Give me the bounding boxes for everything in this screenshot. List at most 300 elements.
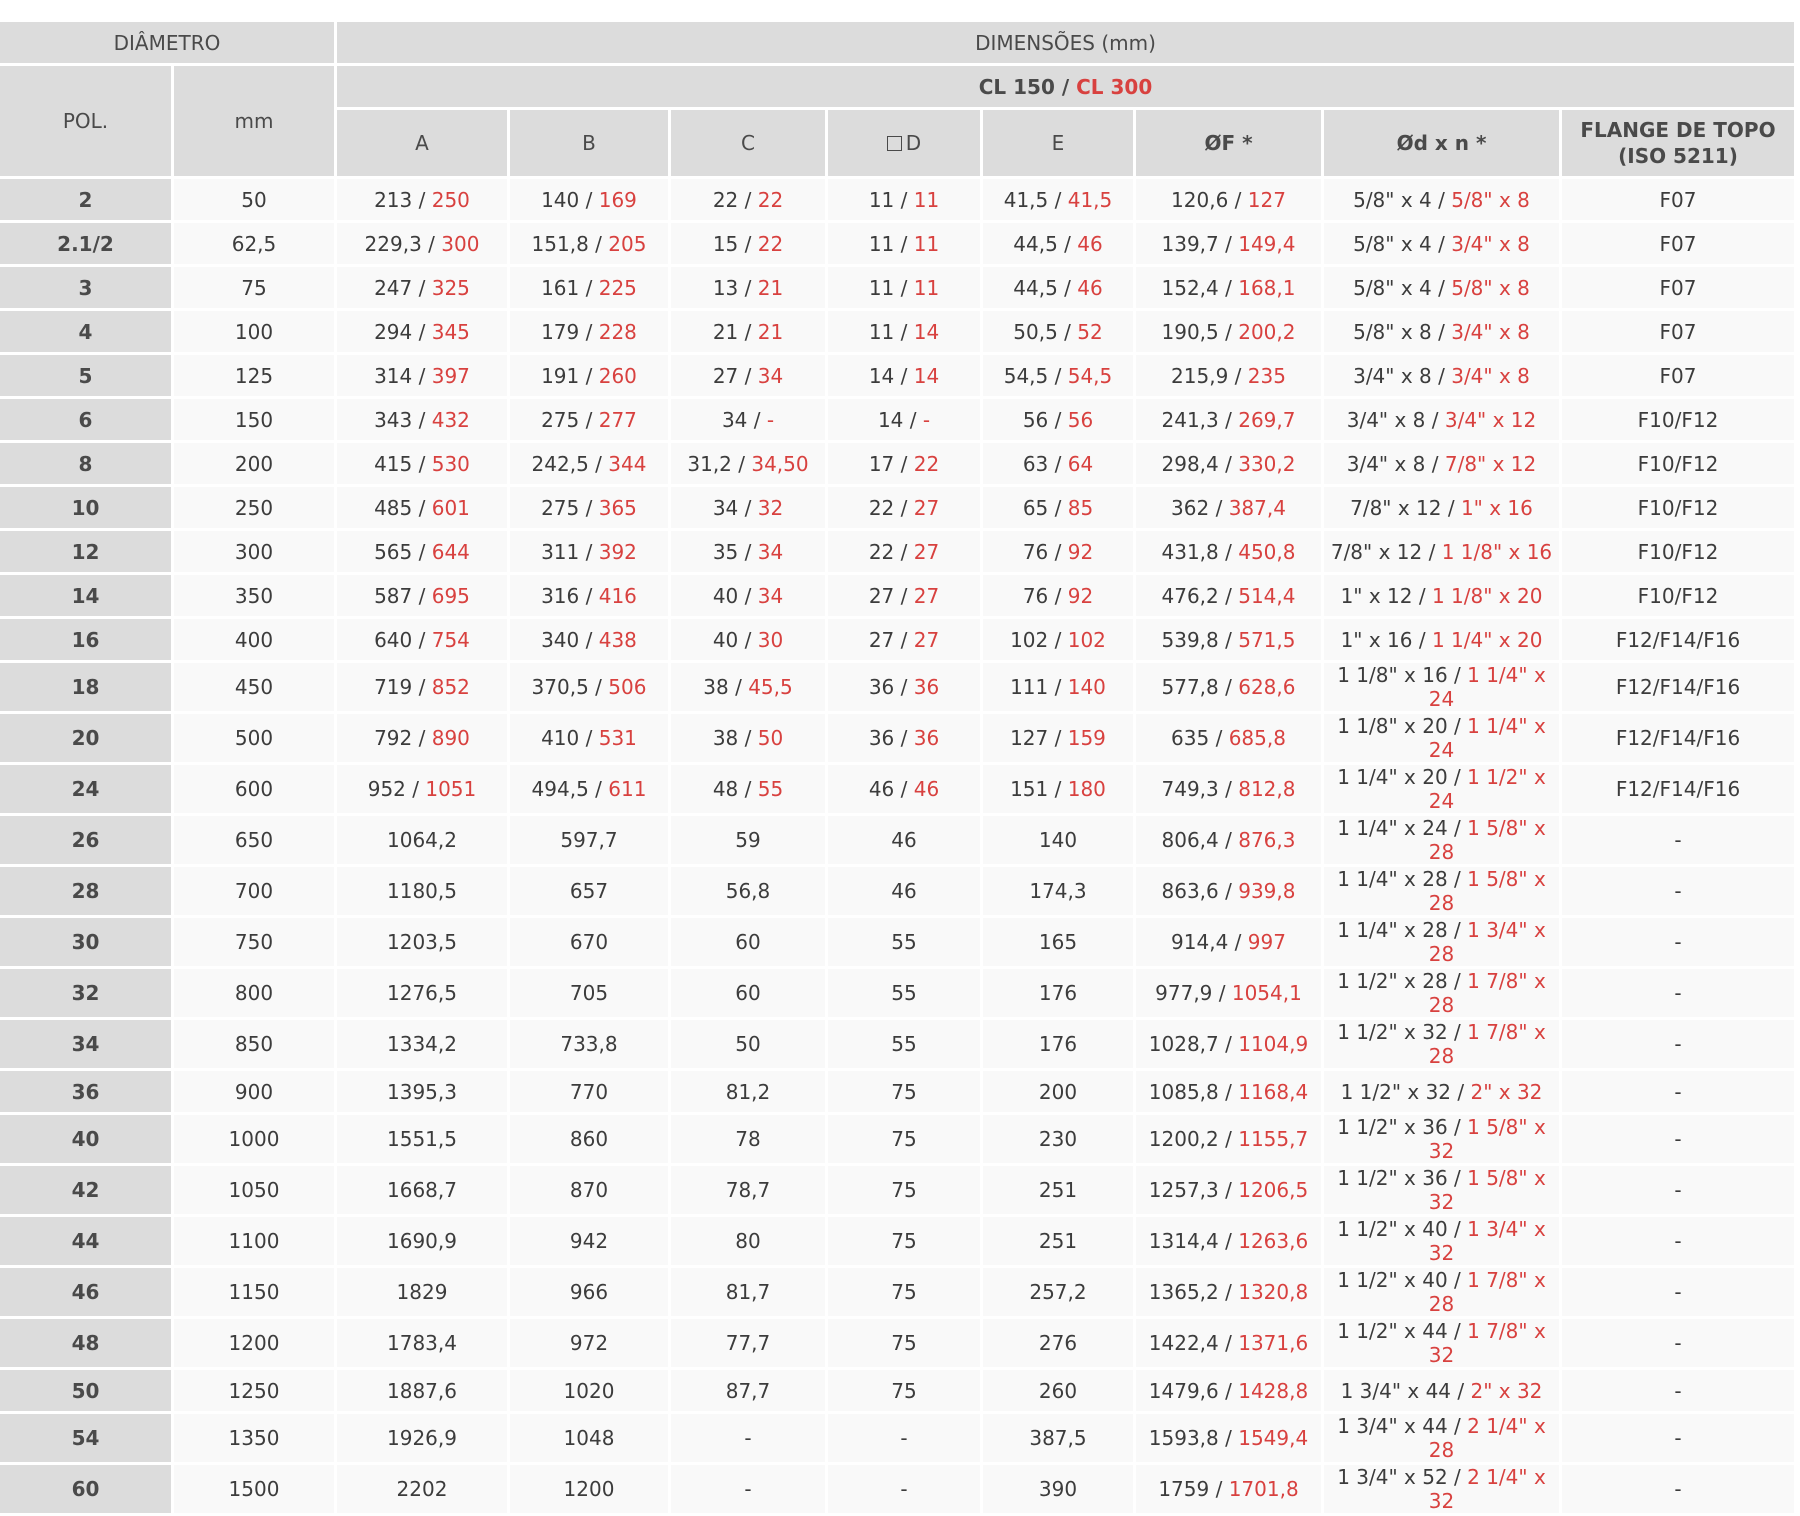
value-cl300: 27 [913,539,940,564]
value-cl300: 876,3 [1238,828,1296,852]
cell-b [510,619,668,660]
cell-b [510,487,668,528]
value-separator: / [412,275,432,300]
table-row [0,355,1794,396]
value-separator: / [1048,451,1068,476]
value-cl300: 30 [757,627,784,652]
cell-dn [1324,487,1559,528]
value-cl300: 32 [757,495,784,520]
value-cl300: 269,7 [1238,407,1296,432]
cell-pol: 40 [0,1115,171,1163]
value-separator: / [894,495,914,520]
cell-flange: - [1562,867,1794,915]
value-cl150: 485 [374,495,413,520]
value-cl150: 179 [541,319,580,344]
cell-e: 140 [983,816,1133,864]
value-cl300: 45,5 [748,675,793,699]
value-cl300: 14 [913,363,940,388]
value-separator: / [1218,828,1239,852]
value-separator: / [747,407,767,432]
value-cl150: 15 [712,231,739,256]
value-separator: / [894,363,914,388]
cell-c: 81,7 [671,1268,825,1316]
cell-d [828,399,980,440]
value-separator: / [1228,363,1248,388]
table-row [0,619,1794,660]
cell-d [828,487,980,528]
value-separator: / [1048,583,1068,608]
cell-d: 55 [828,969,980,1017]
value-cl300: 225 [598,275,637,300]
value-cl300: 27 [913,583,940,608]
value-separator: / [1218,1426,1239,1450]
cell-flange: F12/F14/F16 [1562,619,1794,660]
value-cl300: 55 [757,777,784,801]
cell-b: 733,8 [510,1020,668,1068]
cell-a: 1334,2 [337,1020,507,1068]
value-separator: / [1228,930,1248,954]
value-cl150: 13 [712,275,739,300]
cell-pol: 8 [0,443,171,484]
cell-b: 860 [510,1115,668,1163]
cell-flange: F10/F12 [1562,487,1794,528]
cell-flange: - [1562,816,1794,864]
value-cl150: 1 1/8" x 16 [1337,663,1448,687]
value-cl150: 215,9 [1171,363,1229,388]
value-cl150: 1759 [1158,1477,1210,1501]
cell-f [1136,1465,1321,1513]
value-separator: / [1447,1020,1468,1044]
cell-e [983,531,1133,572]
cell-flange: F10/F12 [1562,531,1794,572]
value-separator: / [894,231,914,256]
cell-c [671,179,825,220]
value-cl150: 22 [712,187,739,212]
table-row [0,1071,1794,1112]
value-cl300: 300 [441,231,480,256]
value-cl150: 152,4 [1161,275,1219,300]
cell-mm: 600 [174,765,334,813]
value-separator: / [1431,187,1452,212]
value-cl300: 1 1/4" x 24 [1428,714,1546,762]
cell-d [828,355,980,396]
cell-e: 200 [983,1071,1133,1112]
cell-flange: - [1562,1115,1794,1163]
value-cl150: 1 1/2" x 40 [1337,1217,1448,1241]
cell-mm: 500 [174,714,334,762]
value-separator: / [1425,407,1445,432]
value-separator: / [894,777,914,801]
cell-b: 770 [510,1071,668,1112]
cell-pol: 6 [0,399,171,440]
cell-c: 80 [671,1217,825,1265]
cell-flange: F12/F14/F16 [1562,765,1794,813]
value-cl300: 11 [913,275,940,300]
cell-dn [1324,663,1559,711]
value-cl150: 76 [1022,539,1049,564]
value-cl150: 191 [541,363,580,388]
cell-c: - [671,1414,825,1462]
value-cl150: 38 [712,726,739,750]
class-separator: / [1054,74,1077,99]
value-cl150: 275 [541,495,580,520]
cell-f [1136,575,1321,616]
value-separator: / [738,231,758,256]
cell-c [671,399,825,440]
cell-pol: 50 [0,1370,171,1411]
value-separator: / [738,627,758,652]
value-cl300: 260 [598,363,637,388]
value-separator: / [738,363,758,388]
cell-a [337,575,507,616]
value-cl150: 914,4 [1171,930,1229,954]
cell-pol: 12 [0,531,171,572]
cell-e [983,355,1133,396]
cell-c [671,531,825,572]
value-cl150: 40 [712,583,739,608]
value-cl150: 120,6 [1171,187,1229,212]
value-cl150: 7/8" x 12 [1350,495,1442,520]
value-cl300: 140 [1067,675,1106,699]
value-cl300: 344 [608,451,647,476]
cell-flange: F10/F12 [1562,443,1794,484]
cell-c [671,714,825,762]
column-header-flange: FLANGE DE TOPO (ISO 5211) [1562,110,1794,176]
value-separator: / [1412,583,1432,608]
value-separator: / [1218,1378,1239,1403]
cell-d: 55 [828,1020,980,1068]
value-cl300: 1 1/4" x 20 [1431,627,1543,652]
value-cl150: 1 3/4" x 44 [1340,1378,1452,1403]
value-cl150: 140 [541,187,580,212]
value-separator: / [1209,495,1229,520]
value-separator: / [1057,319,1078,344]
cell-d [828,311,980,352]
cell-flange: - [1562,918,1794,966]
cell-d: 75 [828,1166,980,1214]
value-cl300: 1051 [425,777,477,801]
value-cl150: 952 [367,777,406,801]
cell-a [337,267,507,308]
value-separator: / [1431,319,1452,344]
value-separator: / [738,777,758,801]
cell-b: 597,7 [510,816,668,864]
value-separator: / [588,231,609,256]
value-separator: / [1218,319,1239,344]
cell-mm: 1050 [174,1166,334,1214]
cell-d [828,765,980,813]
value-cl150: 1 1/2" x 36 [1337,1166,1448,1190]
value-cl300: 5/8" x 8 [1451,187,1530,212]
value-cl300: 628,6 [1238,675,1296,699]
value-cl300: 200,2 [1238,319,1296,344]
cell-dn [1324,1319,1559,1367]
value-cl300: 1155,7 [1238,1127,1309,1151]
cell-e [983,575,1133,616]
value-separator: / [1048,187,1068,212]
value-cl300: 1 7/8" x 28 [1428,1268,1546,1316]
value-cl300: 56 [1067,407,1094,432]
cell-dn [1324,443,1559,484]
column-header-b: B [510,110,668,176]
cell-mm: 900 [174,1071,334,1112]
column-header-e: E [983,110,1133,176]
cell-e: 174,3 [983,867,1133,915]
cell-mm: 125 [174,355,334,396]
cell-pol: 26 [0,816,171,864]
value-separator: / [894,319,914,344]
cell-a [337,443,507,484]
cell-pol: 30 [0,918,171,966]
value-cl150: 17 [868,451,895,476]
value-cl150: 127 [1010,726,1049,750]
cell-c: 60 [671,918,825,966]
cell-d [828,575,980,616]
value-separator: / [1218,1178,1239,1202]
value-cl150: 5/8" x 4 [1353,275,1432,300]
value-cl150: 1 1/8" x 20 [1337,714,1448,738]
cell-a: 1887,6 [337,1370,507,1411]
value-cl150: 1365,2 [1148,1280,1219,1304]
value-cl150: 1 1/2" x 40 [1337,1268,1448,1292]
cell-a [337,663,507,711]
value-cl150: 151,8 [531,231,589,256]
value-separator: / [894,627,914,652]
cell-d: 75 [828,1319,980,1367]
cell-f [1136,918,1321,966]
value-separator: / [1447,1414,1468,1438]
cell-pol: 34 [0,1020,171,1068]
value-cl300: 695 [431,583,470,608]
value-cl300: 3/4" x 8 [1451,319,1530,344]
table-row [0,1319,1794,1367]
cell-e: 251 [983,1166,1133,1214]
header-diametro: DIÂMETRO [0,22,334,63]
value-cl300: 2" x 32 [1470,1079,1543,1104]
value-cl300: 22 [757,187,784,212]
cell-dn [1324,1071,1559,1112]
table-row [0,267,1794,308]
value-cl150: 34 [712,495,739,520]
header-pol: POL. [0,66,171,176]
cell-pol: 32 [0,969,171,1017]
value-separator: / [412,627,432,652]
cell-b [510,663,668,711]
table-row [0,714,1794,762]
value-cl300: 1263,6 [1238,1229,1309,1253]
cell-e [983,311,1133,352]
value-cl300: 345 [431,319,470,344]
cell-b [510,714,668,762]
cell-a: 1551,5 [337,1115,507,1163]
cell-e: 176 [983,969,1133,1017]
value-cl150: 44,5 [1013,275,1058,300]
cell-c: 87,7 [671,1370,825,1411]
value-cl300: 2 1/4" x 32 [1428,1465,1546,1513]
value-cl150: 11 [868,187,895,212]
cell-mm: 1500 [174,1465,334,1513]
cell-dn [1324,867,1559,915]
value-cl150: 1257,3 [1148,1178,1219,1202]
cell-mm: 700 [174,867,334,915]
cell-mm: 1000 [174,1115,334,1163]
value-separator: / [1048,627,1068,652]
value-cl150: 294 [374,319,413,344]
value-cl150: 298,4 [1161,451,1219,476]
value-cl150: 40 [712,627,739,652]
value-cl150: 35 [712,539,739,564]
cell-mm: 650 [174,816,334,864]
value-cl150: 494,5 [531,777,589,801]
cell-f [1136,487,1321,528]
value-cl150: 36 [868,675,895,699]
value-separator: / [738,726,758,750]
cell-mm: 350 [174,575,334,616]
column-header-d [828,110,980,176]
column-header-dn: Ød x n * [1324,110,1559,176]
value-separator: / [1431,275,1452,300]
value-separator: / [579,495,599,520]
column-header-c: C [671,110,825,176]
value-cl300: 46 [1077,231,1103,256]
value-cl300: 64 [1067,451,1094,476]
table-row [0,443,1794,484]
cell-pol: 36 [0,1071,171,1112]
value-cl300: 46 [1077,275,1103,300]
cell-dn [1324,1465,1559,1513]
value-cl300: 277 [598,407,637,432]
cell-a [337,223,507,264]
cell-flange: - [1562,969,1794,1017]
table-row [0,1020,1794,1068]
value-cl300: 54,5 [1067,363,1113,388]
cell-b [510,531,668,572]
value-cl300: 1 1/8" x 16 [1441,539,1553,564]
value-cl150: 275 [541,407,580,432]
cell-c [671,487,825,528]
value-separator: / [579,407,599,432]
cell-c [671,663,825,711]
value-cl150: 1593,8 [1148,1426,1219,1450]
value-separator: / [1218,675,1239,699]
cell-dn [1324,531,1559,572]
cell-dn [1324,714,1559,762]
cell-b [510,443,668,484]
cell-pol: 48 [0,1319,171,1367]
cell-d [828,714,980,762]
table-row [0,1465,1794,1513]
value-cl300: 36 [913,726,940,750]
cell-pol: 20 [0,714,171,762]
cell-flange: F12/F14/F16 [1562,714,1794,762]
cell-f [1136,1370,1321,1411]
cell-a: 1926,9 [337,1414,507,1462]
value-cl150: 56 [1022,407,1049,432]
value-separator: / [894,539,914,564]
value-cl300: 1 7/8" x 28 [1428,969,1546,1017]
value-separator: / [903,407,923,432]
cell-pol: 2.1/2 [0,223,171,264]
value-cl150: 792 [374,726,413,750]
value-cl150: 1 1/2" x 44 [1337,1319,1448,1343]
value-cl300: 1428,8 [1238,1378,1309,1403]
value-cl300: 27 [913,627,940,652]
value-cl150: 48 [712,777,739,801]
value-cl300: 22 [913,451,940,476]
value-cl300: 3/4" x 12 [1444,407,1537,432]
value-separator: / [738,319,758,344]
header-class [337,66,1794,107]
cell-mm: 50 [174,179,334,220]
cell-a [337,531,507,572]
value-cl300: 397 [431,363,470,388]
value-cl300: 22 [757,231,784,256]
cell-b [510,575,668,616]
cell-c: - [671,1465,825,1513]
cell-dn [1324,311,1559,352]
value-cl300: 168,1 [1238,275,1296,300]
value-cl300: 1 3/4" x 28 [1428,918,1546,966]
value-cl150: 21 [712,319,739,344]
cell-flange: F07 [1562,311,1794,352]
value-separator: / [579,363,599,388]
value-cl300: 2" x 32 [1470,1378,1543,1403]
value-cl150: 161 [541,275,580,300]
cell-pol: 28 [0,867,171,915]
cell-mm: 75 [174,267,334,308]
value-separator: / [1048,495,1068,520]
cell-flange: - [1562,1414,1794,1462]
value-cl150: 1 1/4" x 20 [1337,765,1448,789]
cell-a [337,487,507,528]
cell-f [1136,765,1321,813]
cell-f [1136,1319,1321,1367]
value-cl150: 151 [1010,777,1049,801]
cell-f [1136,867,1321,915]
cell-d: 75 [828,1115,980,1163]
cell-e [983,714,1133,762]
value-separator: / [1057,231,1078,256]
cell-pol: 3 [0,267,171,308]
value-cl150: 14 [877,407,904,432]
value-cl300: 1 7/8" x 32 [1428,1319,1546,1367]
value-separator: / [1412,627,1432,652]
cell-a: 1395,3 [337,1071,507,1112]
value-cl300: 11 [913,187,940,212]
cell-dn [1324,816,1559,864]
value-cl150: 587 [374,583,413,608]
value-cl300: 228 [598,319,637,344]
cell-flange: - [1562,1020,1794,1068]
value-cl150: 54,5 [1003,363,1049,388]
cell-f [1136,179,1321,220]
value-separator: / [1218,1280,1239,1304]
value-separator: / [412,187,432,212]
cell-e: 251 [983,1217,1133,1265]
value-cl150: 27 [868,583,895,608]
cell-dn [1324,1370,1559,1411]
value-cl300: 159 [1067,726,1106,750]
value-cl150: 539,8 [1161,627,1219,652]
value-separator: / [1447,816,1468,840]
value-cl300: 21 [757,319,784,344]
cell-mm: 62,5 [174,223,334,264]
value-separator: / [1218,627,1239,652]
value-cl150: 1" x 16 [1340,627,1413,652]
value-cl150: 63 [1022,451,1049,476]
value-cl300: 530 [431,451,470,476]
cell-dn [1324,1115,1559,1163]
